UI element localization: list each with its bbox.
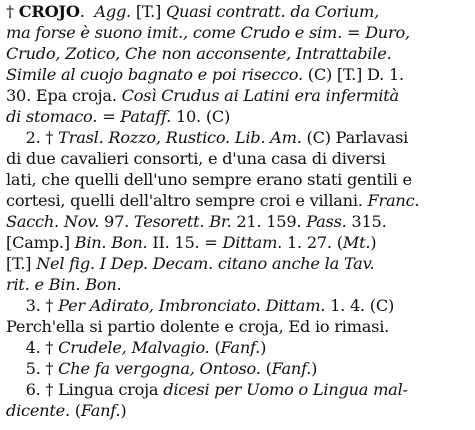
text-span: lati, che quelli dell'uno sempre erano stati gentili e: [6, 170, 412, 189]
text-span: Bin. Bon.: [74, 233, 148, 252]
headword: CROJO: [18, 2, 80, 21]
entry-line: [6, 2, 379, 22]
entry-line: [6, 86, 399, 106]
text-span: Che fa vergogna, Ontoso.: [58, 359, 261, 378]
text-span: ): [120, 401, 127, 420]
text-span: Sacch. Nov.: [6, 212, 100, 231]
entry-line: [6, 149, 385, 169]
text-span: Simile al cuojo bagnato e poi risecco.: [6, 65, 303, 84]
text-span: Nel fig. I Dep. Decam. citano anche la Tav.: [36, 254, 375, 273]
text-span: Franc.: [367, 191, 420, 210]
text-span: Pass.: [306, 212, 347, 231]
entry-line: [6, 338, 266, 358]
text-span: Trasl. Rozzo, Rustico. Lib. Am.: [58, 128, 302, 147]
entry-line: [6, 380, 408, 400]
text-span: 30. Epa croja.: [6, 86, 122, 105]
text-span: 315.: [346, 212, 387, 231]
entry-line: [6, 107, 230, 127]
text-span: Pataff.: [120, 107, 172, 126]
entry-line: [6, 191, 419, 211]
text-span: Così Crudus ai Latini era infermità: [121, 86, 399, 105]
text-span: Agg.: [94, 2, 131, 21]
text-span: †: [6, 2, 19, 21]
text-span: Dittam.: [222, 233, 283, 252]
text-span: 3. †: [6, 296, 59, 315]
entry-line: [6, 317, 389, 337]
text-span: Quasi contratt. da Corium,: [165, 2, 379, 21]
entry-line: [6, 359, 317, 379]
text-span: 6. † Lingua croja: [6, 380, 164, 399]
text-span: 4. †: [6, 338, 59, 357]
text-span: Fanf.: [271, 359, 312, 378]
text-span: dicesi per Uomo o Lingua mal-: [163, 380, 408, 399]
text-span: 1. 27. (: [282, 233, 343, 252]
entry-line: [6, 275, 121, 295]
text-span: =: [97, 107, 121, 126]
entry-line: [6, 170, 412, 190]
text-span: Fanf.: [220, 338, 261, 357]
text-span: Per Adirato, Imbronciato. Dittam.: [58, 296, 326, 315]
text-span: cortesi, quelli dell'altro sempre croi e villani.: [6, 191, 368, 210]
text-span: 1. 4. (C): [325, 296, 395, 315]
text-span: rit. e Bin. Bon.: [6, 275, 122, 294]
text-span: [T.]: [6, 254, 37, 273]
text-span: (C) Parlavasi: [301, 128, 409, 147]
text-span: ): [370, 233, 377, 252]
entry-line: [6, 44, 391, 64]
entry-line: [6, 65, 404, 85]
text-span: di stomaco.: [6, 107, 98, 126]
entry-line: [6, 401, 126, 421]
text-span: Mt.: [342, 233, 371, 252]
entry-line: [6, 254, 374, 274]
text-span: =: [341, 23, 366, 42]
text-span: (: [260, 359, 272, 378]
text-span: (: [209, 338, 221, 357]
entry-line: [6, 23, 410, 43]
text-span: ): [311, 359, 318, 378]
text-span: ma forse è suono imit., come Crudo e sim.: [6, 23, 342, 42]
text-span: Perch'ella si partio dolente e croja, Ed io rimasi.: [6, 317, 390, 336]
text-span: (: [69, 401, 81, 420]
text-span: Crudele, Malvagio.: [58, 338, 210, 357]
entry-line: [6, 212, 386, 232]
entry-line: [6, 128, 408, 148]
text-span: 5. †: [6, 359, 59, 378]
text-span: Tesorett. Br.: [133, 212, 232, 231]
text-span: Duro,: [365, 23, 410, 42]
entry-line: [6, 233, 376, 253]
text-span: .: [79, 2, 95, 21]
entry-line: [6, 296, 394, 316]
text-span: ): [260, 338, 267, 357]
text-span: II. 15. =: [147, 233, 223, 252]
text-span: 97.: [99, 212, 134, 231]
text-span: Fanf.: [80, 401, 121, 420]
text-span: [T.]: [130, 2, 166, 21]
text-span: (C) [T.] D. 1.: [302, 65, 404, 84]
text-span: Crudo, Zotico, Che non acconsente, Intrattabile.: [6, 44, 392, 63]
text-span: di due cavalieri consorti, e d'una casa di diversi: [6, 149, 386, 168]
text-span: 2. †: [6, 128, 59, 147]
text-span: 21. 159.: [231, 212, 307, 231]
text-span: 10. (C): [171, 107, 231, 126]
text-span: [Camp.]: [6, 233, 75, 252]
text-span: dicente.: [6, 401, 70, 420]
